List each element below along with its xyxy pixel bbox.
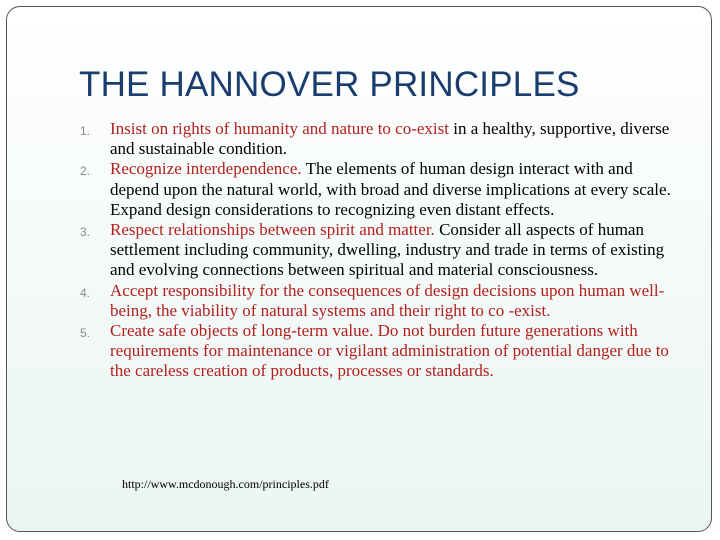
list-item [7, 281, 712, 321]
principle-highlight: Create safe objects of long-term value. Do not burden future generations with requirements for maintenance or vigilant administration of potential danger due to the careless creation of products, processes or standards. [110, 321, 669, 381]
principle-text: The elements of human design interact with and depend upon the natural world, with broad and diverse implications at every scale. Expand design considerations to recognizing even distant effects. [110, 159, 671, 219]
list-number: 1. [80, 124, 91, 138]
list-number: 3. [80, 225, 91, 240]
principles-list [7, 119, 712, 382]
list-number: 5. [80, 326, 91, 341]
principle-highlight: Accept responsibility for the consequences of design decisions upon human well-being, the viability of natural systems and their right to co -exist. [110, 280, 665, 320]
list-item [7, 159, 712, 220]
principle-text: in a healthy, supportive, diverse and sustainable condition. [110, 119, 670, 159]
principle-highlight: Insist on rights of humanity and nature to co-exist [110, 119, 449, 138]
source-url: http://www.mcdonough.com/principles.pdf [122, 477, 329, 491]
list-item [7, 119, 712, 159]
slide-title: THE HANNOVER PRINCIPLES [79, 65, 580, 104]
list-number: 2. [80, 164, 91, 179]
list-number: 4. [80, 285, 91, 300]
principle-text: Consider all aspects of human settlement including community, dwelling, industry and trade in terms of existing and evolving connections between spiritual and material consciousness. [110, 220, 665, 280]
principle-highlight: Respect relationships between spirit and matter. [110, 220, 435, 240]
principle-highlight: Recognize interdependence. [110, 159, 302, 179]
list-item [7, 321, 712, 382]
slide [6, 6, 712, 532]
list-item [7, 220, 712, 281]
